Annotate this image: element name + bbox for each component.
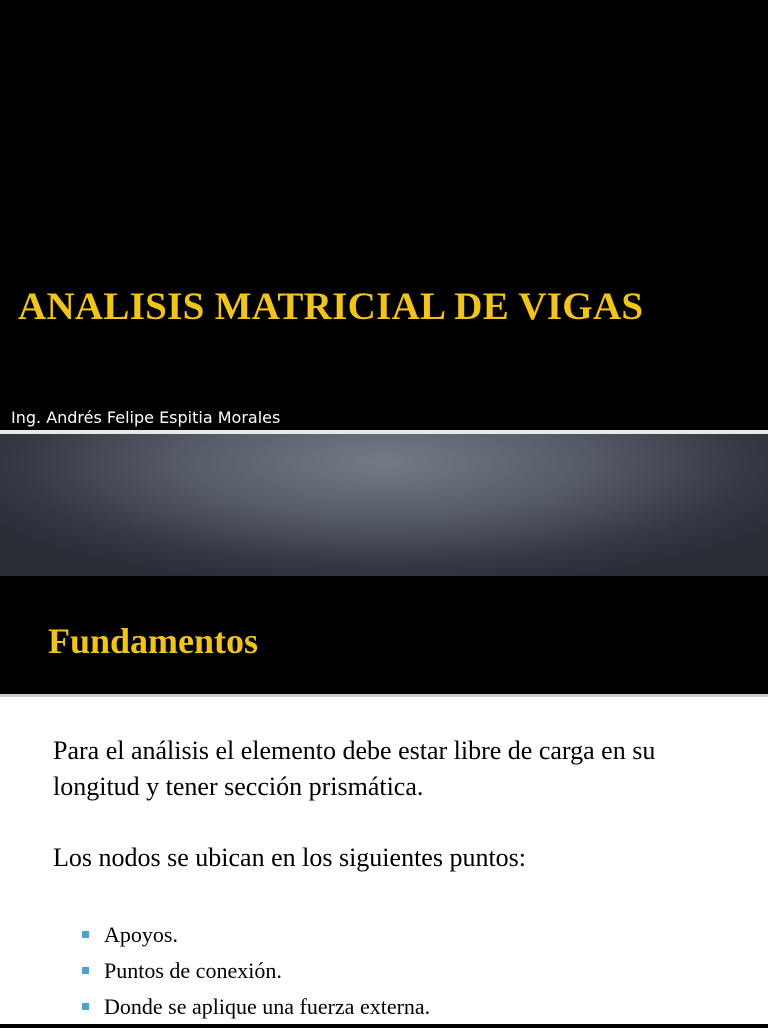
square-bullet-icon bbox=[82, 931, 89, 938]
slide-title: ANALISIS MATRICIAL DE VIGAS bbox=[18, 285, 644, 328]
node-locations-list bbox=[82, 920, 430, 1028]
list-item bbox=[82, 956, 430, 992]
paragraph-nodes: Los nodos se ubican en los siguientes puntos: bbox=[53, 843, 527, 872]
section-heading: Fundamentos bbox=[48, 621, 259, 661]
list-item bbox=[82, 992, 430, 1028]
square-bullet-icon bbox=[82, 1003, 89, 1010]
gradient-band bbox=[0, 434, 768, 576]
square-bullet-icon bbox=[82, 967, 89, 974]
title-slide bbox=[0, 0, 768, 430]
paragraph-conditions: Para el análisis el elemento debe estar libre de carga en su longitud y tener sección prismática. bbox=[53, 736, 656, 801]
list-item-text: Puntos de conexión. bbox=[104, 958, 282, 983]
list-item-text: Donde se aplique una fuerza externa. bbox=[104, 994, 431, 1019]
list-item bbox=[82, 920, 430, 956]
author-name: Ing. Andrés Felipe Espitia Morales bbox=[11, 408, 281, 427]
list-item-text: Apoyos. bbox=[104, 922, 178, 947]
header-divider bbox=[0, 694, 768, 702]
